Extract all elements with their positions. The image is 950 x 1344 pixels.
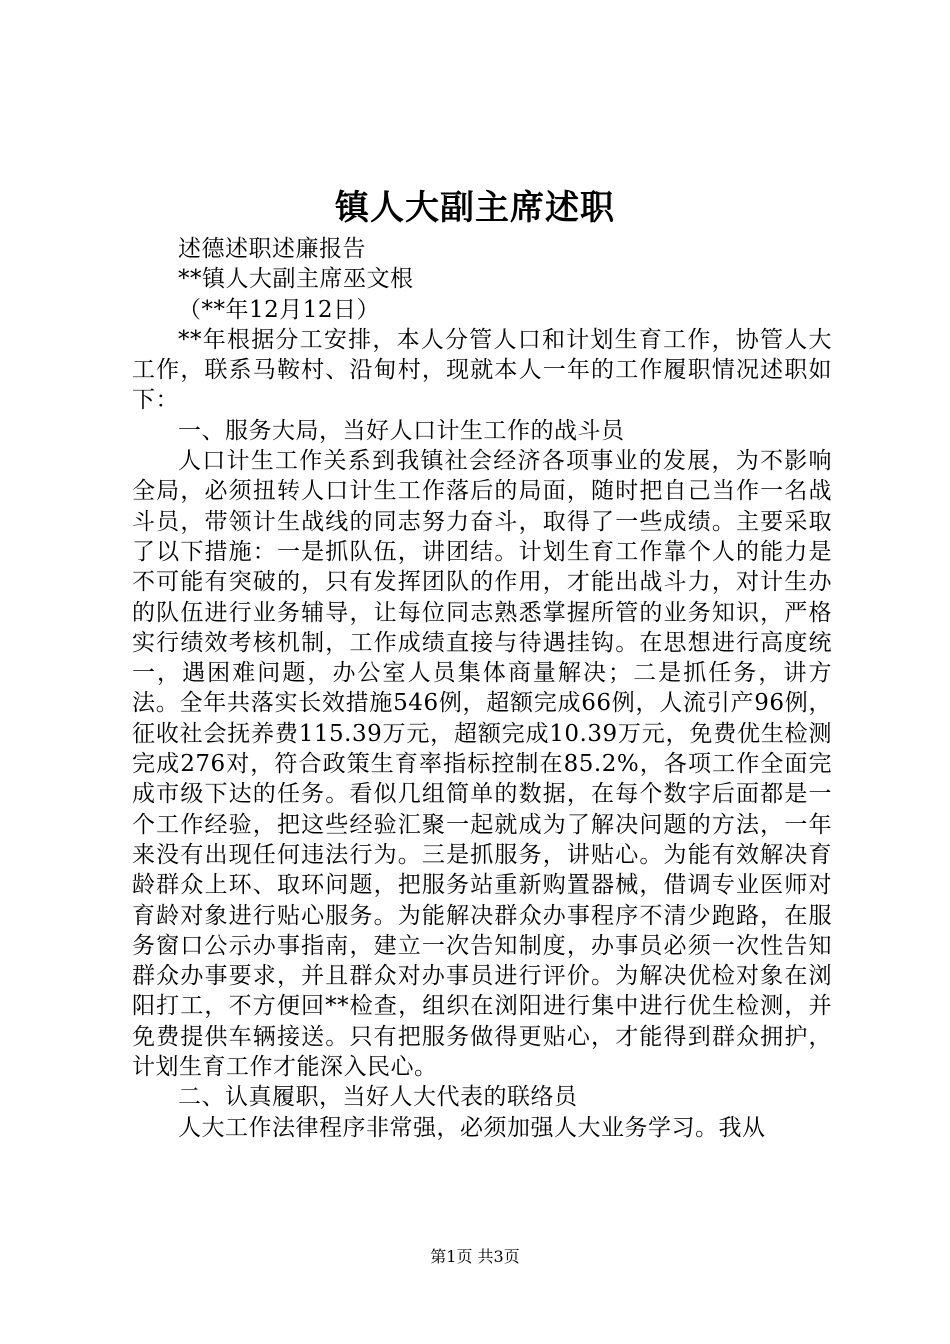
paragraph-intro: **年根据分工安排，本人分管人口和计划生育工作，协管人大工作，联系马鞍村、沿甸村，现就本人一年的工作履职情况述职如下： [132,326,832,414]
section-heading-2: 二、认真履职，当好人大代表的联络员 [178,1084,578,1111]
paragraph-section-1: 人口计生工作关系到我镇社会经济各项事业的发展，为不影响全局，必须扭转人口计生工作落后的局面，随时把自己当作一名战斗员，带领计生战线的同志努力奋斗，取得了一些成绩。主要采取了以下措施：一是抓队伍，讲团结。计划生育工作靠个人的能力是不可能有突破的，只有发挥团队的作用，才能出战斗力，对计生办的队伍进行业务辅导，让每位同志熟悉掌握所管的业务知识，严格实行绩效考核机制，工作成绩直接与待遇挂钩。在思想进行高度统一，遇困难问题，办公室人员集体商量解决；二是抓任务，讲方法。全年共落实长效措施546例，超额完成66例，人流引产96例，征收社会抚养费115.39万元，超额完成10.39万元，免费优生检测完成276对，符合政策生育率指标控制在85.2%，各项工作全面完成市级下达的任务。看似几组简单的数据，在每个数字后面都是一个工作经验，把这些经验汇聚一起就成为了解决问题的方法，一年来没有出现任何违法行为。三是抓服务，讲贴心。为能有效解决育龄群众上环、取环问题，把服务站重新购置器械，借调专业医师对育龄对象进行贴心服务。为能解决群众办事程序不清少跑路，在服务窗口公示办事指南，建立一次告知制度，办事员必须一次性告知群众办事要求，并且群众对办事员进行评价。为解决优检对象在浏阳打工，不方便回**检查，组织在浏阳进行集中进行优生检测，并免费提供车辆接送。只有把服务做得更贴心，才能得到群众拥护，计划生育工作才能深入民心。 [132,448,832,1081]
page-footer: 第1页 共3页 [430,1247,520,1266]
paragraph-section-2: 人大工作法律程序非常强，必须加强人大业务学习。我从 [178,1114,766,1141]
section-heading-1: 一、服务大局，当好人口计生工作的战斗员 [178,417,625,444]
paragraph-report-type: 述德述职述廉报告 [178,236,366,262]
paragraph-date: （**年12月12日） [178,296,381,323]
document-body [132,234,832,1143]
document-title: 镇人大副主席述职 [335,188,615,228]
paragraph-author: **镇人大副主席巫文根 [178,266,414,293]
